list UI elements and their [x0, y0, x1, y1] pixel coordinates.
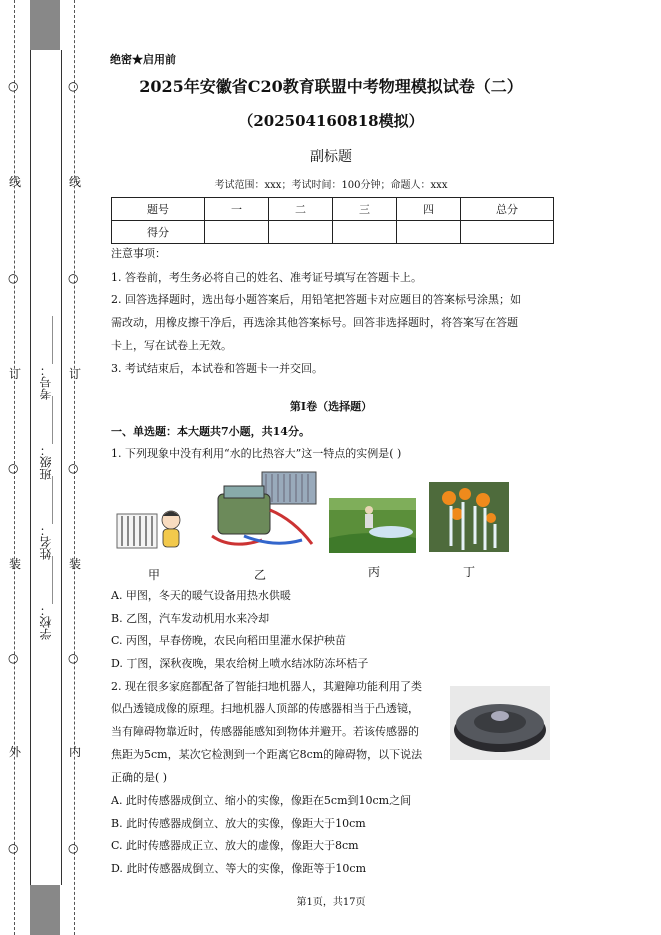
q2-picture-robot: [450, 686, 550, 760]
note-item: 3. 考试结束后，本试卷和答题卡一并交回。: [111, 362, 323, 375]
q1-pic-label: 丁: [462, 565, 475, 579]
circle-mark: ○: [8, 271, 19, 285]
outer-char-3: 装: [9, 557, 22, 571]
q1-option-a[interactable]: A. 甲图，冬天的暖气设备用热水供暖: [111, 589, 291, 602]
circle-mark: ○: [68, 461, 79, 475]
circle-mark: ○: [68, 79, 79, 93]
binding-margin: [0, 0, 92, 935]
note-item: 需改动，用橡皮擦干净后，再选涂其他答案标号。回答非选择题时，将答案写在答题: [111, 316, 518, 329]
exam-title: 2025年安徽省C20教育联盟中考物理模拟试卷（二）: [139, 77, 523, 96]
score-header-cell: 总分: [461, 198, 554, 221]
score-cell[interactable]: [333, 221, 397, 244]
q1-option-d[interactable]: D. 丁图，深秋夜晚，果农给树上喷水结冰防冻坏桔子: [111, 657, 369, 670]
outer-char-1: 线: [9, 175, 22, 189]
circle-mark: ○: [8, 841, 19, 855]
q2-stem-line: 2. 现在很多家庭都配备了智能扫地机器人，其避障功能利用了类: [111, 680, 422, 693]
part-title: 一、单选题：本大题共7小题，共14分。: [111, 425, 310, 438]
binding-bar-bottom: [30, 885, 60, 935]
notes-heading: 注意事项：: [111, 247, 166, 260]
score-cell[interactable]: [461, 221, 554, 244]
score-row-label: 得分: [112, 221, 205, 244]
circle-mark: ○: [8, 79, 19, 93]
q1-pic-label: 甲: [147, 568, 160, 582]
q1-picture-yi: [204, 466, 322, 552]
q1-option-c[interactable]: C. 丙图，早春傍晚，农民向稻田里灌水保护秧苗: [111, 634, 347, 647]
circle-mark: ○: [68, 841, 79, 855]
circle-mark: ○: [68, 651, 79, 665]
note-item: 卡上，写在试卷上无效。: [111, 339, 232, 352]
score-table: [111, 197, 554, 244]
circle-mark: ○: [68, 271, 79, 285]
score-cell[interactable]: [397, 221, 461, 244]
q1-pic-label: 丙: [367, 565, 380, 579]
q2-option-c[interactable]: C. 此时传感器成正立、放大的虚像，像距大于8cm: [111, 839, 359, 852]
score-header-cell: 一: [205, 198, 269, 221]
inner-char-4: 内: [69, 745, 82, 759]
circle-mark: ○: [8, 461, 19, 475]
q2-stem-line: 焦距为5cm，某次它检测到一个距离它8cm的障碍物，以下说法: [111, 748, 423, 761]
exam-title-line2: （202504160818模拟）: [238, 112, 424, 130]
subtitle: 副标题: [310, 149, 352, 165]
q1-picture-bing: [329, 498, 416, 553]
score-header-cell: 四: [397, 198, 461, 221]
name-field[interactable]: 姓名：________: [39, 476, 53, 560]
q2-stem-line: 当有障碍物靠近时，传感器能感知到物体并避开。若该传感器的: [111, 725, 419, 738]
q1-option-b[interactable]: B. 乙图，汽车发动机用水来冷却: [111, 612, 270, 625]
outer-char-4: 外: [9, 745, 22, 759]
class-field[interactable]: 班级：________: [39, 396, 53, 480]
q1-picture-jia: [113, 500, 185, 552]
section-title: 第I卷（选择题）: [289, 400, 373, 413]
outer-char-2: 订: [9, 367, 22, 381]
inner-char-2: 订: [69, 367, 82, 381]
circle-mark: ○: [8, 651, 19, 665]
q2-stem-line: 似凸透镜成像的原理。扫地机器人顶部的传感器相当于凸透镜，: [111, 702, 419, 715]
q2-option-d[interactable]: D. 此时传感器成倒立、等大的实像，像距等于10cm: [111, 862, 367, 875]
note-item: 1. 答卷前，考生务必将自己的姓名、准考证号填写在答题卡上。: [111, 271, 422, 284]
score-cell[interactable]: [269, 221, 333, 244]
q2-option-b[interactable]: B. 此时传感器成倒立、放大的实像，像距大于10cm: [111, 817, 366, 830]
score-cell[interactable]: [205, 221, 269, 244]
q2-stem-line: 正确的是( ): [111, 771, 168, 784]
page-footer: 第1页，共17页: [296, 897, 366, 908]
exam-number-field[interactable]: 考号：________: [39, 316, 53, 400]
inner-char-3: 装: [69, 557, 82, 571]
q1-pic-label: 乙: [253, 568, 266, 582]
note-item: 2. 回答选择题时，选出每小题答案后，用铅笔把答题卡对应题目的答案标号涂黑；如: [111, 293, 521, 306]
secret-mark: 绝密★启用前: [110, 53, 176, 66]
q1-stem: 1. 下列现象中没有利用“水的比热容大”这一特点的实例是( ): [111, 447, 402, 460]
binding-bar-top: [30, 0, 60, 50]
score-header-cell: 题号: [112, 198, 205, 221]
q1-picture-ding: [429, 482, 509, 552]
exam-info: 考试范围：xxx；考试时间：100分钟；命题人：xxx: [214, 180, 448, 191]
school-field[interactable]: 学校：________: [39, 556, 53, 640]
inner-char-1: 线: [69, 175, 82, 189]
score-header-cell: 二: [269, 198, 333, 221]
q2-option-a[interactable]: A. 此时传感器成倒立、缩小的实像，像距在5cm到10cm之间: [111, 794, 412, 807]
score-header-cell: 三: [333, 198, 397, 221]
